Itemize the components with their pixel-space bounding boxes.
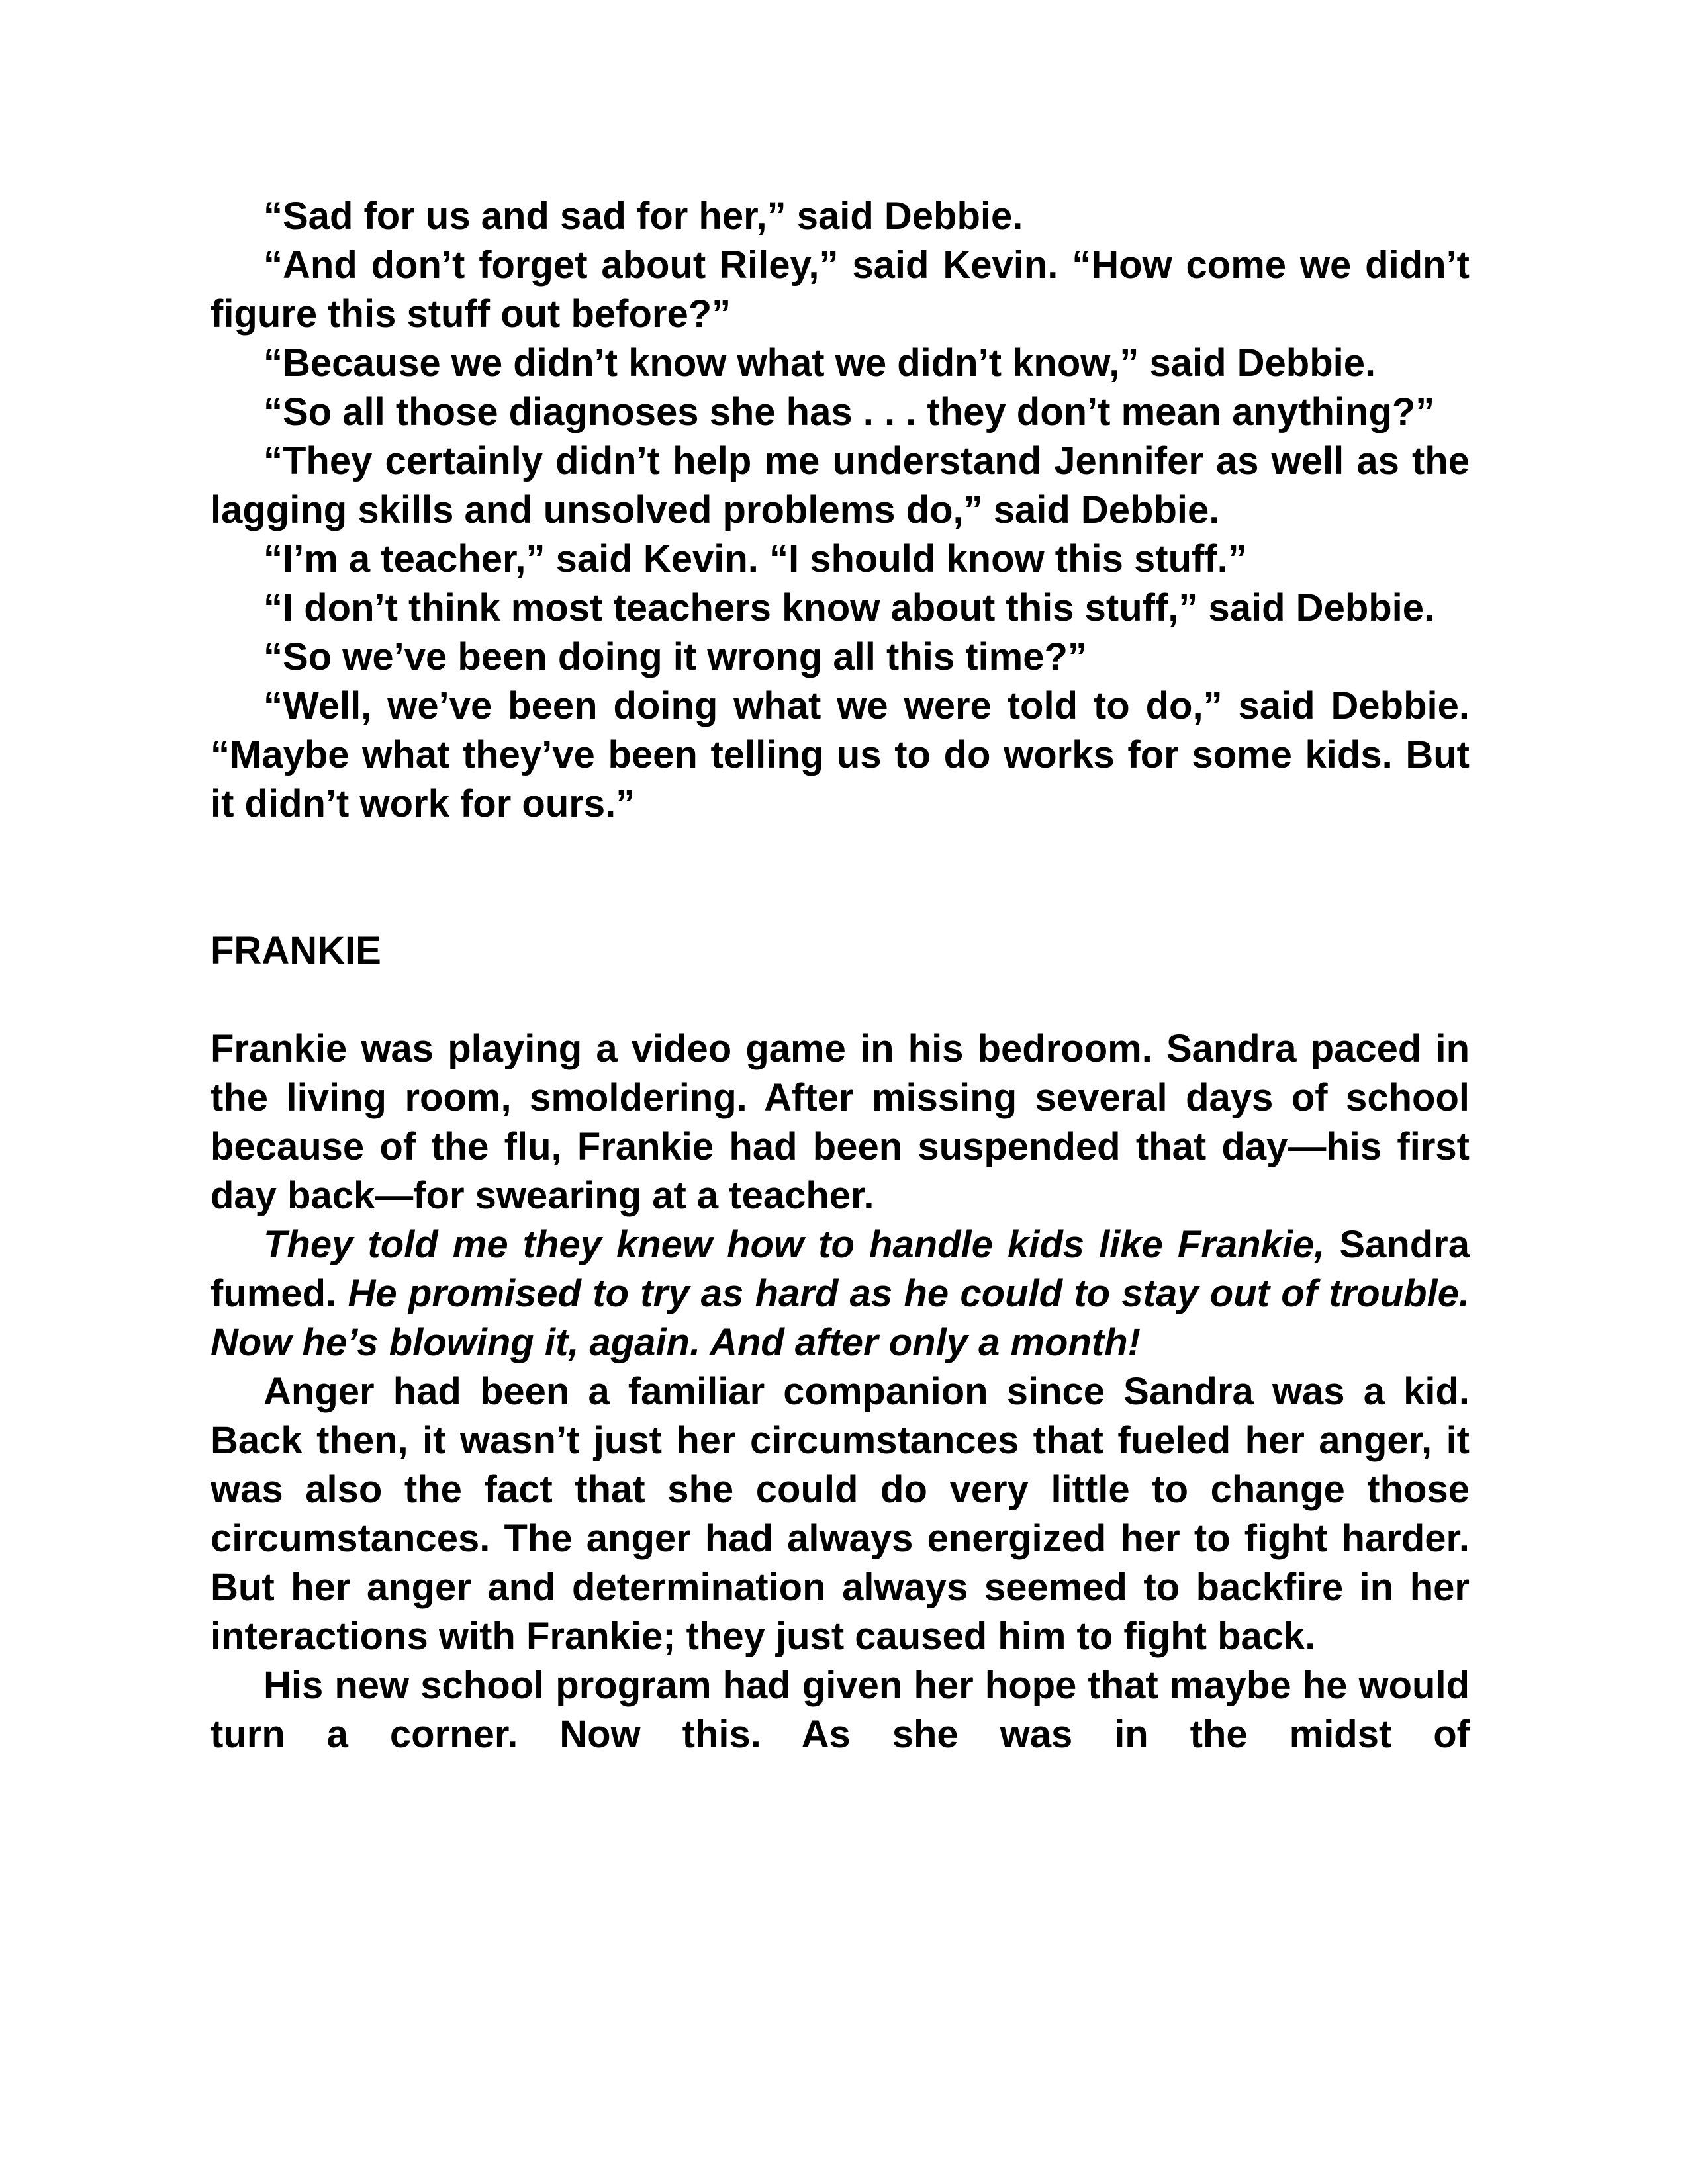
dialogue-line: “So we’ve been doing it wrong all this time?” xyxy=(263,635,1087,678)
dialogue-line: “Sad for us and sad for her,” said Debbie. xyxy=(263,195,1023,238)
narration-text: Sandra fumed. xyxy=(211,1223,1470,1315)
inner-thought-paragraph xyxy=(211,1220,1470,1367)
body-paragraph: His new school program had given her hope that maybe he would turn a corner. Now this. As she was in the midst of xyxy=(211,1664,1470,1756)
dialogue-line: “I don’t think most teachers know about this stuff,” said Debbie. xyxy=(263,586,1435,629)
dialogue-line: “Because we didn’t know what we didn’t know,” said Debbie. xyxy=(263,341,1376,385)
book-page xyxy=(211,192,1470,1759)
inner-thought-italic: They told me they knew how to handle kids like Frankie, xyxy=(263,1223,1325,1266)
section-opening-paragraph: Frankie was playing a video game in his bedroom. Sandra paced in the living room, smoldering. After missing several days of school because of the flu, Frankie had been suspended that day—his first day back—for swearing at a teacher. xyxy=(211,1027,1470,1217)
section-heading: FRANKIE xyxy=(211,929,381,972)
dialogue-line: “And don’t forget about Riley,” said Kevin. “How come we didn’t figure this stuff out before?” xyxy=(211,244,1470,336)
dialogue-line: “Well, we’ve been doing what we were told to do,” said Debbie. “Maybe what they’ve been telling us to do works for some kids. But it didn’t work for ours.” xyxy=(211,684,1470,825)
inner-thought-italic: He promised to try as hard as he could to stay out of trouble. Now he’s blowing it, again. And after only a month! xyxy=(211,1272,1470,1364)
dialogue-line: “I’m a teacher,” said Kevin. “I should know this stuff.” xyxy=(263,537,1247,580)
dialogue-line: “They certainly didn’t help me understand Jennifer as well as the lagging skills and unsolved problems do,” said Debbie. xyxy=(211,439,1470,531)
body-paragraph: Anger had been a familiar companion since Sandra was a kid. Back then, it wasn’t just her circumstances that fueled her anger, it was also the fact that she could do very little to change those circumstances. The anger had always energized her to fight harder. But her anger and determination always seemed to backfire in her interactions with Frankie; they just caused him to fight back. xyxy=(211,1370,1470,1658)
dialogue-line: “So all those diagnoses she has . . . they don’t mean anything?” xyxy=(263,390,1435,433)
